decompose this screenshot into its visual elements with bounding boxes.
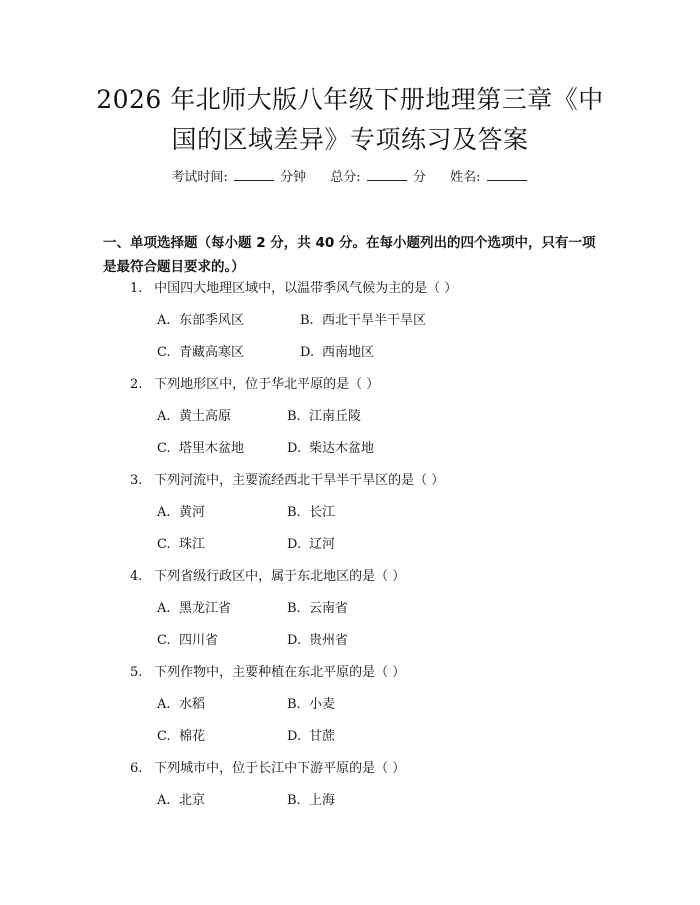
option-letter: A. — [157, 409, 171, 424]
option-c — [157, 726, 205, 748]
student-name-field — [450, 170, 529, 185]
option-letter: A. — [157, 601, 171, 616]
total-score-label: 总分: — [330, 170, 361, 185]
option-text: 柴达木盆地 — [309, 441, 375, 456]
option-text: 云南省 — [309, 601, 349, 616]
question-text: 中国四大地理区域中，以温带季风气候为主的是（ ） — [154, 281, 458, 296]
option-text: 甘蔗 — [309, 729, 336, 744]
question-number: 2. — [130, 377, 143, 392]
option-text: 辽河 — [309, 537, 336, 552]
option-c — [157, 630, 218, 652]
question-list — [0, 278, 700, 854]
option-b — [300, 310, 426, 332]
option-letter: D. — [287, 729, 302, 744]
option-d — [300, 342, 374, 364]
option-text: 贵州省 — [309, 633, 349, 648]
option-d — [287, 438, 374, 460]
option-b — [287, 694, 335, 716]
question-text: 下列城市中，位于长江中下游平原的是（ ） — [154, 761, 406, 776]
option-text: 黄土高原 — [179, 409, 232, 424]
option-b — [287, 598, 348, 620]
exam-time-blank — [234, 168, 274, 181]
section-heading-line-2: 是最符合题目要求的。） — [103, 259, 245, 275]
question-stem — [130, 662, 405, 684]
total-score-blank — [367, 168, 407, 181]
option-a — [157, 310, 244, 332]
option-letter: C. — [157, 633, 171, 648]
option-text: 长江 — [309, 505, 336, 520]
option-d — [287, 630, 348, 652]
exam-time-label: 考试时间: — [171, 170, 228, 185]
question-6 — [0, 758, 700, 854]
question-number: 6. — [130, 761, 143, 776]
question-2 — [0, 374, 700, 470]
option-letter: B. — [287, 601, 301, 616]
student-name-blank — [487, 168, 527, 181]
option-text: 黄河 — [179, 505, 206, 520]
option-a — [157, 694, 205, 716]
option-letter: B. — [287, 697, 301, 712]
title-line-1: 2026 年北师大版八年级下册地理第三章《中 — [96, 85, 604, 114]
option-letter: A. — [157, 697, 171, 712]
option-letter: A. — [157, 793, 171, 808]
question-number: 3. — [130, 473, 143, 488]
option-letter: C. — [157, 537, 171, 552]
option-text: 珠江 — [179, 537, 206, 552]
question-text: 下列地形区中，位于华北平原的是（ ） — [154, 377, 380, 392]
question-number: 4. — [130, 569, 143, 584]
question-text: 下列河流中，主要流经西北干旱半干旱区的是（ ） — [154, 473, 445, 488]
question-3 — [0, 470, 700, 566]
option-d — [287, 726, 335, 748]
page-title — [70, 80, 630, 160]
question-stem — [130, 374, 379, 396]
option-letter: C. — [157, 729, 171, 744]
exam-time-field — [171, 170, 310, 185]
option-text: 水稻 — [179, 697, 206, 712]
option-text: 东部季风区 — [179, 313, 245, 328]
option-text: 青藏高寒区 — [179, 345, 245, 360]
option-text: 小麦 — [309, 697, 336, 712]
option-a — [157, 406, 231, 428]
option-text: 黑龙江省 — [179, 601, 232, 616]
option-text: 四川省 — [179, 633, 219, 648]
section-heading-line-1: 一、单项选择题（每小题 2 分，共 40 分。在每小题列出的四个选项中，只有一项 — [103, 235, 596, 251]
option-letter: B. — [300, 313, 314, 328]
question-number: 1. — [130, 281, 143, 296]
option-letter: A. — [157, 313, 171, 328]
option-text: 西北干旱半干旱区 — [322, 313, 427, 328]
option-text: 棉花 — [179, 729, 206, 744]
section-heading — [103, 231, 603, 279]
option-text: 江南丘陵 — [309, 409, 362, 424]
option-text: 北京 — [179, 793, 206, 808]
total-score-field — [330, 170, 430, 185]
question-text: 下列省级行政区中，属于东北地区的是（ ） — [154, 569, 406, 584]
question-stem — [130, 566, 405, 588]
option-letter: B. — [287, 505, 301, 520]
option-letter: D. — [300, 345, 315, 360]
option-b — [287, 790, 335, 812]
option-c — [157, 534, 205, 556]
option-letter: D. — [287, 441, 302, 456]
option-c — [157, 438, 244, 460]
title-line-2: 国的区域差异》专项练习及答案 — [171, 125, 529, 154]
option-letter: D. — [287, 537, 302, 552]
exam-time-unit: 分钟 — [280, 170, 307, 185]
option-a — [157, 502, 205, 524]
option-d — [287, 534, 335, 556]
option-text: 西南地区 — [322, 345, 375, 360]
option-letter: C. — [157, 441, 171, 456]
question-stem — [130, 758, 405, 780]
option-letter: D. — [287, 633, 302, 648]
exam-info-bar — [0, 168, 700, 188]
question-1 — [0, 278, 700, 374]
option-c — [157, 342, 244, 364]
total-score-unit: 分 — [412, 170, 426, 185]
option-b — [287, 406, 361, 428]
option-a — [157, 790, 205, 812]
option-letter: C. — [157, 345, 171, 360]
student-name-label: 姓名: — [450, 170, 481, 185]
question-4 — [0, 566, 700, 662]
question-stem — [130, 470, 444, 492]
option-text: 塔里木盆地 — [179, 441, 245, 456]
option-text: 上海 — [309, 793, 336, 808]
option-letter: B. — [287, 793, 301, 808]
question-5 — [0, 662, 700, 758]
question-number: 5. — [130, 665, 143, 680]
question-stem — [130, 278, 457, 300]
option-b — [287, 502, 335, 524]
option-letter: A. — [157, 505, 171, 520]
option-letter: B. — [287, 409, 301, 424]
question-text: 下列作物中，主要种植在东北平原的是（ ） — [154, 665, 406, 680]
option-a — [157, 598, 231, 620]
